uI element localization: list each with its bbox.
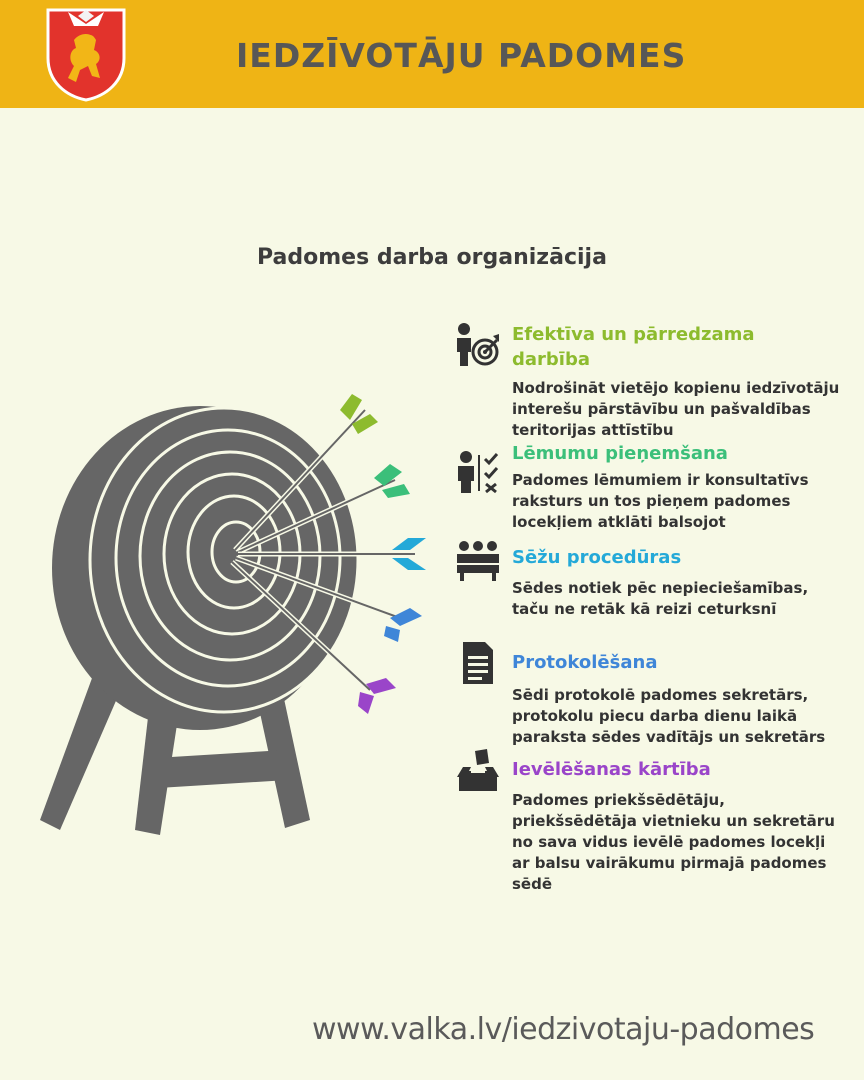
website-url[interactable]: www.valka.lv/iedzivotaju-padomes <box>312 1012 815 1047</box>
item-description: Padomes lēmumiem ir konsultatīvs raksturs un tos pieņem padomes locekļiem atklāti balsojot <box>512 471 809 531</box>
item-description: Nodrošināt vietējo kopienu iedzīvotāju interešu pārstāvību un pašvaldības teritorijas attīstību <box>512 379 840 439</box>
item-description: Sēdes notiek pēc nepieciešamības, taču ne retāk kā reizi ceturksnī <box>512 579 809 618</box>
section-subtitle: Padomes darba organizācija <box>257 245 607 270</box>
ballot-box-icon <box>455 747 501 793</box>
header-bar <box>0 0 864 108</box>
coat-of-arms-icon <box>44 6 128 102</box>
document-icon <box>455 640 501 686</box>
item-minutes <box>455 650 855 745</box>
item-description: Sēdi protokolē padomes sekretārs, protokolu piecu darba dienu laikā paraksta sēdes vadītājs un sekretārs <box>512 686 826 746</box>
item-description: Padomes priekšsēdētāju, priekšsēdētāja vietnieku un sekretāru no sava vidus ievēlē padomes locekļi ar balsu vairākumu pirmajā padomes sēdē <box>512 791 835 893</box>
item-meeting-procedures <box>455 545 855 625</box>
item-decision-making <box>455 441 855 531</box>
item-title: Efektīva un pārredzama darbība <box>512 324 755 370</box>
person-target-icon <box>455 322 501 368</box>
item-title: Lēmumu pieņemšana <box>512 443 728 464</box>
archery-target-illustration <box>40 380 440 840</box>
item-title: Ievēlēšanas kārtība <box>512 759 711 780</box>
item-title: Sēžu procedūras <box>512 547 682 568</box>
meeting-group-icon <box>455 537 501 583</box>
person-checklist-icon <box>455 449 501 495</box>
item-election-procedure <box>455 757 855 893</box>
item-title: Protokolēšana <box>512 652 658 673</box>
item-effective-operation <box>455 322 855 439</box>
page-title: IEDZĪVOTĀJU PADOMES <box>236 36 687 75</box>
